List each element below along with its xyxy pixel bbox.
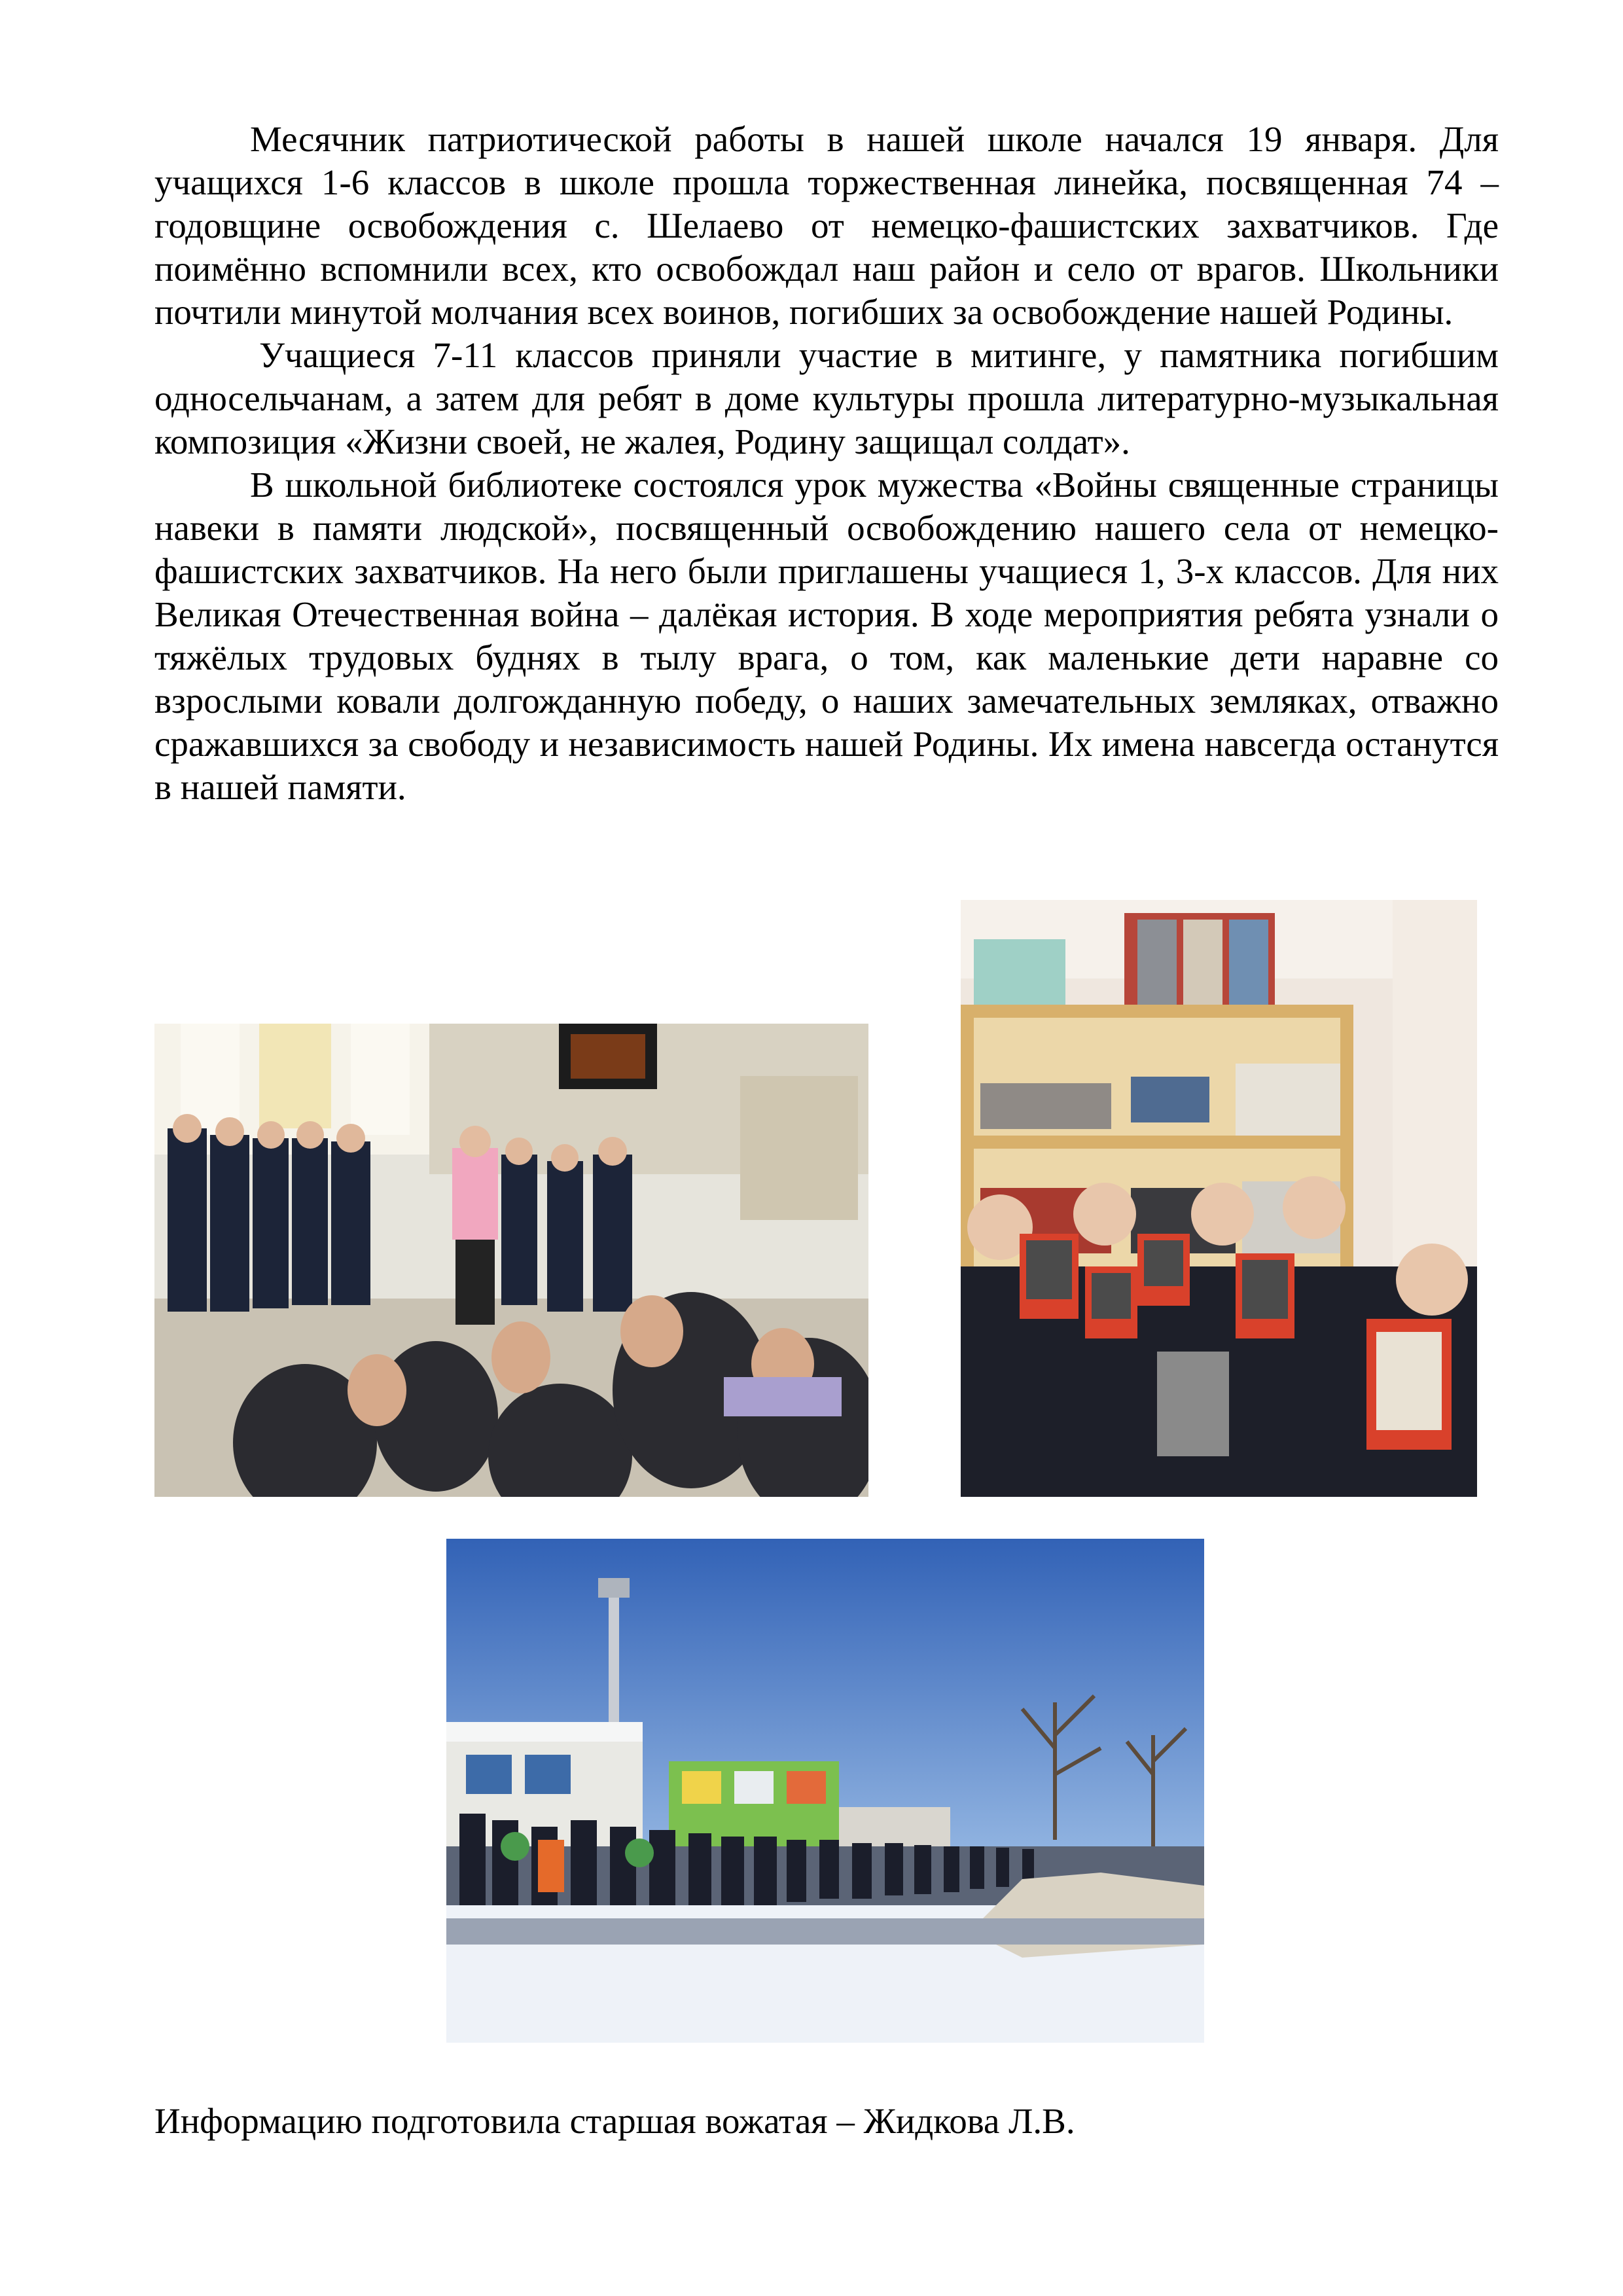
photo-library-lesson bbox=[961, 900, 1477, 1497]
author-credit: Информацию подготовила старшая вожатая – Жидкова Л.В. bbox=[154, 2101, 1075, 2141]
paragraph-library-lesson: В школьной библиотеке состоялся урок мужества «Войны священные страницы навеки в памяти людской», посвященный освобождению нашего села от немецко-фашистских захватчиков. На него были приглашены учащиеся 1, 3-х классов. Для них Великая Отечественная война – далёкая история. В ходе мероприятия ребята узнали о тяжёлых трудовых буднях в тылу врага, о том, как маленькие дети наравне со взрослыми ковали долгожданную победу, о наших замечательных земляках, отважно сражавшихся за свободу и независимость нашей Родины. Их имена навсегда останутся в нашей памяти. bbox=[154, 465, 1499, 807]
photo-school-assembly bbox=[154, 1024, 868, 1497]
paragraph-rally: Учащиеся 7-11 классов приняли участие в митинге, у памятника погибшим односельчанам, а затем для ребят в доме культуры прошла литературно-музыкальная композиция «Жизни своей, не жалея, Родину защищал солдат». bbox=[154, 335, 1499, 461]
article-body bbox=[154, 118, 1499, 809]
paragraph-school-assembly: Месячник патриотической работы в нашей школе начался 19 января. Для учащихся 1-6 классов в школе прошла торжественная линейка, посвященная 74 – годовщине освобождения с. Шелаево от немецко-фашистских захватчиков. Где поимённо вспомнили всех, кто освобождал наш район и село от врагов. Школьники почтили минутой молчания всех воинов, погибших за освобождение нашей Родины. bbox=[154, 119, 1499, 332]
photo-rally-procession bbox=[446, 1539, 1204, 2043]
